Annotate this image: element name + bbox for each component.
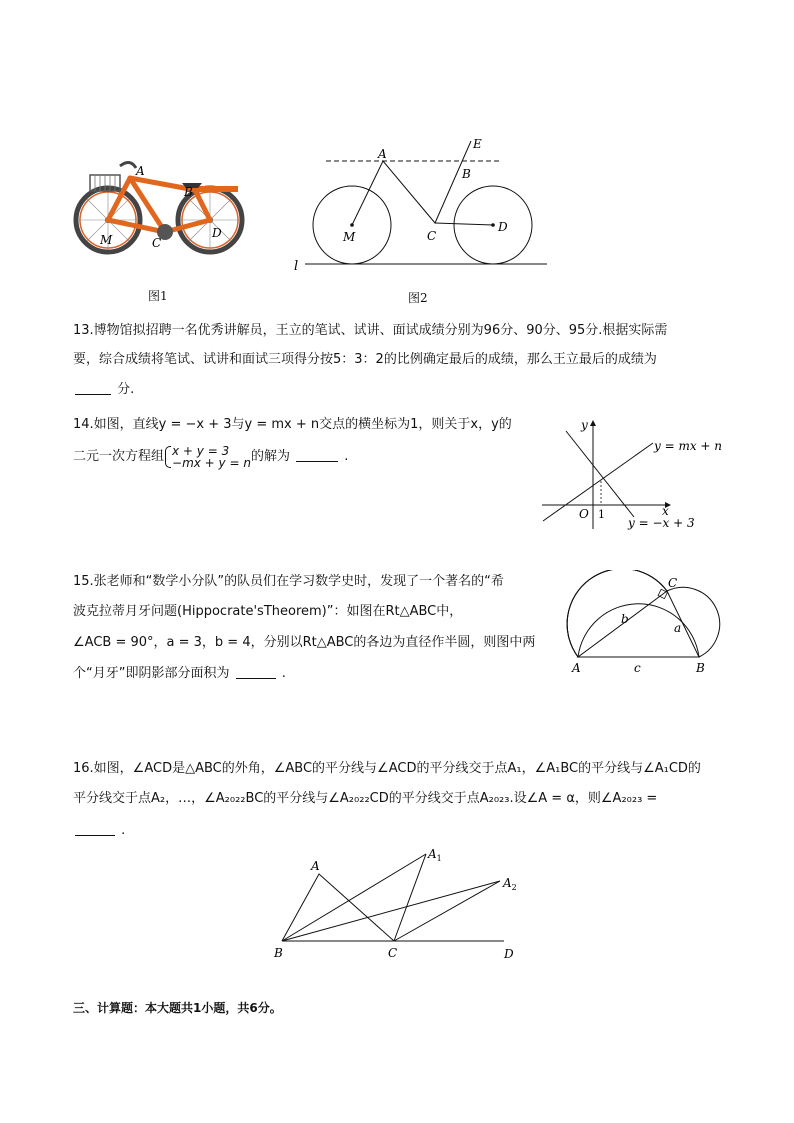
q13-line3 — [73, 380, 134, 400]
q14-equation-system — [164, 445, 251, 469]
q14-line-neg-x-3 — [566, 431, 634, 517]
q15-label-a-side: a — [674, 621, 682, 635]
q13-answer-blank[interactable] — [75, 380, 111, 395]
bike-label-c: C — [152, 236, 162, 250]
fig2-label-d: D — [498, 220, 508, 234]
q14-line2-suffix: 的解为 — [250, 449, 290, 464]
hippocrates-lune-figure — [566, 570, 726, 680]
q16-line3-end: . — [121, 823, 126, 838]
bike-label-a: A — [136, 164, 145, 178]
q15-label-b-side: b — [621, 612, 629, 626]
q14-x-label: x — [662, 504, 669, 518]
q15-label-a-vertex: A — [572, 661, 581, 675]
bicycle-figure — [70, 150, 250, 265]
q15-line3: ∠ACB = 90°，a = 3，b = 4，分别以Rt△ABC的各边为直径作半圆，则图中两 — [73, 635, 536, 650]
bicycle-geometry-figure — [290, 133, 555, 278]
q16-label-b: B — [274, 946, 283, 960]
q14-graph — [538, 413, 728, 533]
q14-label-line1: y = mx + n — [654, 439, 723, 453]
q16-label-a2-sub: 2 — [511, 883, 517, 892]
q14-answer-blank[interactable] — [296, 447, 338, 462]
q16-label-a2-letter: A — [503, 876, 512, 890]
fig2-label-l: l — [294, 259, 299, 274]
q15-label-c-vertex: C — [668, 576, 678, 590]
q16-label-a: A — [311, 859, 320, 873]
q14-line2-prefix: 二元一次方程组 — [73, 449, 165, 464]
q14-origin-label: O — [579, 507, 589, 521]
q15-line1: 15.张老师和“数学小分队”的队员们在学习数学史时，发现了一个著名的“希 — [73, 574, 504, 589]
q13-line1: 13.博物馆拟招聘一名优秀讲解员，王立的笔试、试讲、面试成绩分别为96分、90分、95分.根据实际需 — [73, 323, 668, 338]
q16-answer-blank[interactable] — [75, 821, 115, 836]
q14-label-line2: y = −x + 3 — [628, 516, 695, 530]
q15-answer-blank[interactable] — [236, 664, 276, 679]
q16-label-d: D — [504, 947, 514, 961]
q15-line4-end: . — [281, 666, 286, 681]
section3-heading: 三、计算题：本大题共1小题，共6分。 — [73, 1001, 282, 1015]
q15-line4 — [73, 664, 286, 684]
bike-label-b: B — [184, 185, 193, 199]
angle-bisector-figure — [268, 845, 528, 965]
q16-label-a1-letter: A — [428, 847, 437, 861]
q15-label-c-side: c — [634, 661, 641, 675]
q14-eq1: x + y = 3 — [172, 443, 230, 458]
q16-label-a1-sub: 1 — [436, 854, 442, 863]
q16-line3 — [73, 821, 125, 841]
q14-y-label: y — [581, 418, 588, 432]
q14-line2 — [73, 444, 348, 470]
fig2-label-c: C — [427, 229, 437, 243]
q16-line2: 平分线交于点A₂，…，∠A₂₀₂₂BC的平分线与∠A₂₀₂₂CD的平分线交于点A₂₀₂₃.设∠A = α，则∠A₂₀₂₃ = — [73, 791, 658, 806]
q14-eq2: −mx + y = n — [172, 455, 251, 470]
q15-label-b-vertex: B — [696, 661, 705, 675]
bike-handlebar — [120, 162, 136, 168]
q14-line2-end: . — [344, 449, 349, 464]
bike-rack — [193, 186, 238, 192]
fig2-label-b: B — [462, 167, 471, 181]
q16-label-a2 — [502, 876, 517, 892]
frame-lines — [352, 141, 471, 225]
fig2-label-m: M — [343, 230, 356, 244]
q16-label-c: C — [388, 946, 398, 960]
q13-line2: 要，综合成绩将笔试、试讲和面试三项得分按5：3：2的比例确定最后的成绩，那么王立最后的成绩为 — [73, 352, 657, 367]
q14-tick-1: 1 — [598, 508, 605, 521]
q15-line2: 波克拉蒂月牙问题(Hippocrate'sTheorem)”：如图在Rt△ABC中， — [73, 604, 463, 619]
q16-line1: 16.如图，∠ACD是△ABC的外角，∠ABC的平分线与∠ACD的平分线交于点A₁，∠A₁BC的平分线与∠A₁CD的 — [73, 761, 701, 776]
fig2-caption: 图2 — [408, 291, 428, 305]
fig1-caption: 图1 — [148, 289, 168, 303]
bike-label-m: M — [100, 233, 113, 247]
q13-line3-suffix: 分. — [117, 382, 135, 397]
q16-label-a1 — [427, 847, 442, 863]
fig2-label-a: A — [378, 147, 387, 161]
bike-label-d: D — [212, 226, 222, 240]
fig2-label-e: E — [473, 137, 482, 151]
q14-line1: 14.如图，直线y = −x + 3与y = mx + n交点的横坐标为1，则关于x，y的 — [73, 417, 512, 432]
q15-line4-prefix: 个“月牙”即阴影部分面积为 — [73, 666, 230, 681]
